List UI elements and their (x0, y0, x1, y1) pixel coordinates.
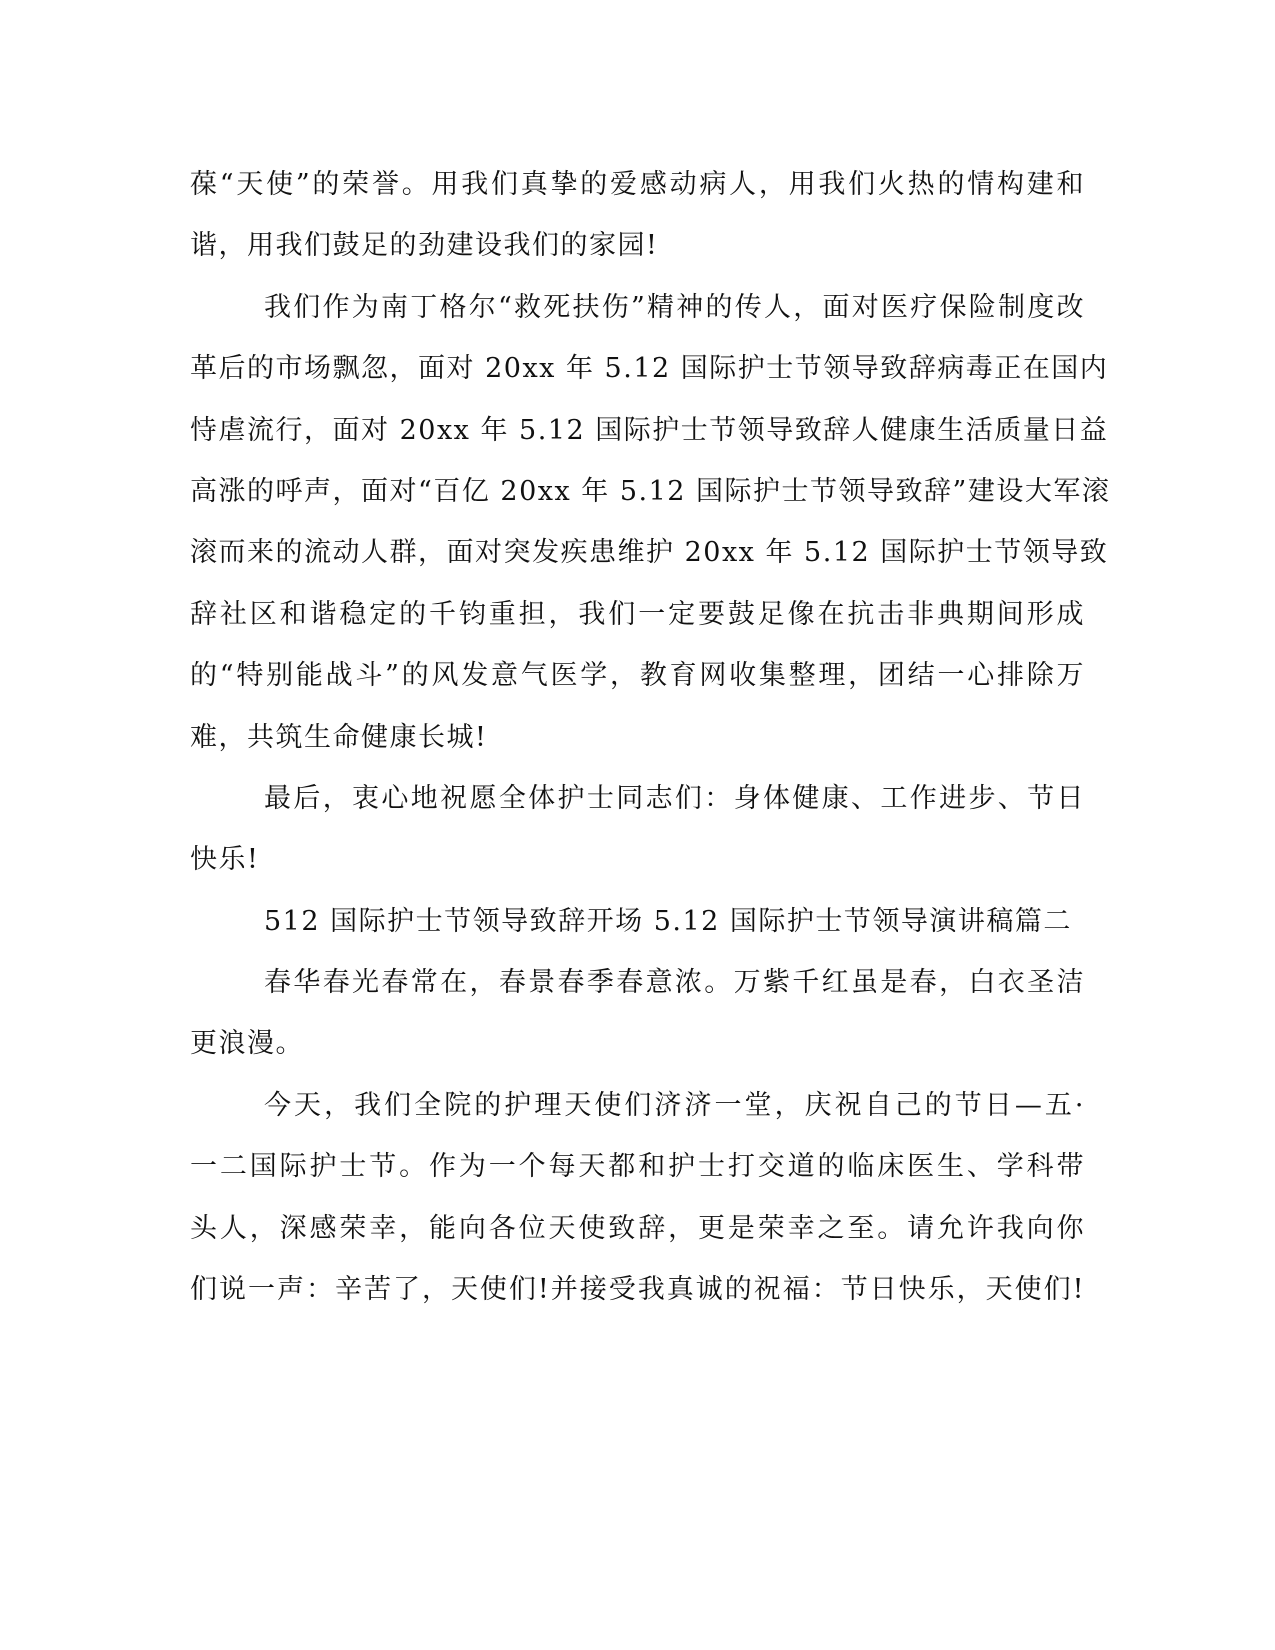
paragraph-1 (190, 154, 1085, 277)
paragraph-5 (190, 1075, 1085, 1321)
text-line: 一二国际护士节。作为一个每天都和护士打交道的临床医生、学科带 (190, 1151, 1085, 1183)
text-line: 头人，深感荣幸，能向各位天使致辞，更是荣幸之至。请允许我向你 (190, 1212, 1085, 1244)
document-body (190, 154, 1111, 1320)
text-line: 高涨的呼声，面对“百亿 20xx 年 5.12 国际护士节领导致辞”建设大军滚 (190, 475, 1111, 507)
text-line: 更浪漫。 (190, 1028, 304, 1060)
section-title: 512 国际护士节领导致辞开场 5.12 国际护士节领导演讲稿篇二 (264, 905, 1072, 937)
paragraph-4 (190, 952, 1085, 1075)
text-line: 谐，用我们鼓足的劲建设我们的家园! (190, 230, 659, 262)
text-line: 恃虐流行，面对 20xx 年 5.12 国际护士节领导致辞人健康生活质量日益 (190, 414, 1109, 446)
text-line: 春华春光春常在，春景春季春意浓。万紫千红虽是春，白衣圣洁 (264, 967, 1085, 999)
text-line: 辞社区和谐稳定的千钧重担，我们一定要鼓足像在抗击非典期间形成 (190, 598, 1085, 630)
text-line: 葆“天使”的荣誉。用我们真挚的爱感动病人，用我们火热的情构建和 (190, 169, 1085, 200)
text-line: 革后的市场飘忽，面对 20xx 年 5.12 国际护士节领导致辞病毒正在国内 (190, 353, 1109, 385)
paragraph-2 (190, 277, 1111, 768)
text-line: 今天，我们全院的护理天使们济济一堂，庆祝自己的节日—五· (264, 1089, 1085, 1121)
text-line: 难，共筑生命健康长城! (190, 721, 488, 753)
text-line: 滚而来的流动人群，面对突发疾患维护 20xx 年 5.12 国际护士节领导致 (190, 537, 1109, 569)
text-line: 快乐! (190, 844, 260, 876)
section-heading (190, 891, 1085, 952)
text-line: 的“特别能战斗”的风发意气医学，教育网收集整理，团结一心排除万 (190, 660, 1085, 692)
paragraph-3 (190, 768, 1085, 891)
text-line: 我们作为南丁格尔“救死扶伤”精神的传人，面对医疗保险制度改 (264, 291, 1085, 323)
text-line: 最后，衷心地祝愿全体护士同志们：身体健康、工作进步、节日 (264, 782, 1085, 814)
text-line: 们说一声：辛苦了，天使们!并接受我真诚的祝福：节日快乐，天使们! (190, 1274, 1085, 1306)
